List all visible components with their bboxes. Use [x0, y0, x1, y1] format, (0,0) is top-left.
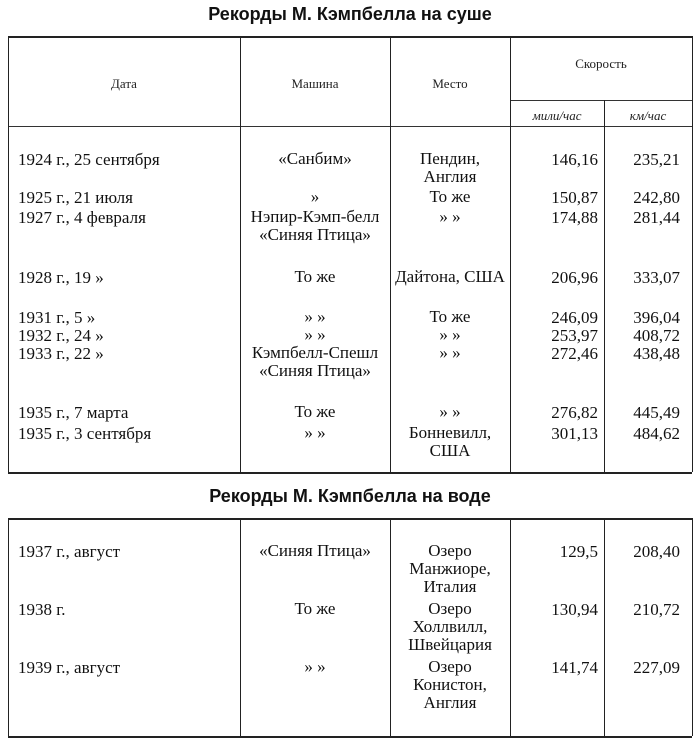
speed-subheader-rule: [510, 100, 692, 101]
row-date: 1935 г., 7 марта: [18, 403, 129, 422]
row-kmh: 208,40: [633, 542, 680, 561]
section-divider: [8, 472, 692, 474]
row-kmh: 242,80: [633, 188, 680, 207]
row-mph: 206,96: [551, 268, 598, 287]
water-records-title: Рекорды М. Кэмпбелла на воде: [209, 486, 491, 506]
row-car: То же: [294, 267, 336, 286]
row-date: 1927 г., 4 февраля: [18, 208, 146, 227]
header-speed: Скорость: [575, 56, 627, 71]
row-mph: 272,46: [551, 344, 598, 363]
row-mph: 301,13: [551, 424, 598, 443]
row-date: 1935 г., 3 сентября: [18, 424, 152, 443]
row-date: 1937 г., август: [18, 542, 121, 561]
row-kmh: 333,07: [633, 268, 680, 287]
row-kmh: 227,09: [633, 658, 680, 677]
row-car: Нэпир-Кэмп-белл «Синяя Птица»: [250, 207, 380, 244]
header-car: Машина: [291, 76, 339, 91]
row-place: » »: [439, 207, 461, 226]
row-date: 1938 г.: [18, 600, 66, 619]
header-kmh: км/час: [629, 108, 667, 123]
water-table-top-border: [8, 518, 692, 520]
row-place: » »: [439, 343, 461, 362]
row-place: » »: [439, 325, 461, 344]
row-car: То же: [294, 402, 336, 421]
row-car: » »: [304, 423, 326, 442]
row-place: Озеро Холлвилл, Швейцария: [408, 599, 492, 654]
row-kmh: 484,62: [633, 424, 680, 443]
row-car: »: [310, 187, 320, 206]
row-kmh: 408,72: [633, 326, 680, 345]
row-place: Бонневилл, США: [408, 423, 492, 460]
row-place: Озеро Манжиоре, Италия: [409, 541, 491, 596]
row-kmh: 235,21: [633, 150, 680, 169]
water-col-divider-4: [604, 518, 605, 736]
row-mph: 253,97: [551, 326, 598, 345]
col-divider-2: [390, 36, 391, 472]
table-left-border: [8, 36, 9, 472]
header-mph: мили/час: [532, 108, 582, 123]
row-car: Кэмпбелл-Спешл «Синяя Птица»: [251, 343, 379, 380]
row-mph: 141,74: [551, 658, 598, 677]
row-date: 1939 г., август: [18, 658, 121, 677]
row-kmh: 438,48: [633, 344, 680, 363]
row-place: Пендин, Англия: [419, 149, 480, 186]
row-mph: 129,5: [559, 542, 598, 561]
row-car: » »: [304, 657, 326, 676]
row-place: То же: [429, 307, 471, 326]
row-place: То же: [429, 187, 471, 206]
row-date: 1924 г., 25 сентября: [18, 150, 160, 169]
row-kmh: 210,72: [633, 600, 680, 619]
row-mph: 276,82: [551, 403, 598, 422]
row-place: » »: [439, 402, 461, 421]
water-left-border: [8, 518, 9, 736]
row-car: То же: [294, 599, 336, 618]
row-place: Озеро Конистон, Англия: [413, 657, 487, 712]
table-right-border: [692, 36, 693, 472]
row-date: 1931 г., 5 »: [18, 308, 96, 327]
row-car: «Санбим»: [278, 149, 352, 168]
row-car: » »: [304, 325, 326, 344]
row-date: 1933 г., 22 »: [18, 344, 104, 363]
row-kmh: 445,49: [633, 403, 680, 422]
water-table-bottom-border: [8, 736, 692, 738]
row-mph: 174,88: [551, 208, 598, 227]
row-date: 1932 г., 24 »: [18, 326, 104, 345]
row-mph: 130,94: [551, 600, 598, 619]
row-car: «Синяя Птица»: [259, 541, 371, 560]
row-place: Дайтона, США: [395, 267, 505, 286]
row-kmh: 281,44: [633, 208, 680, 227]
water-col-divider-2: [390, 518, 391, 736]
row-mph: 150,87: [551, 188, 598, 207]
water-right-border: [692, 518, 693, 736]
row-kmh: 396,04: [633, 308, 680, 327]
header-date: Дата: [111, 76, 137, 91]
land-records-title: Рекорды М. Кэмпбелла на суше: [208, 4, 492, 24]
row-mph: 146,16: [551, 150, 598, 169]
header-place: Место: [432, 76, 468, 91]
row-car: » »: [304, 307, 326, 326]
row-mph: 246,09: [551, 308, 598, 327]
row-date: 1928 г., 19 »: [18, 268, 104, 287]
row-date: 1925 г., 21 июля: [18, 188, 133, 207]
header-bottom-rule: [8, 126, 692, 127]
col-divider-4: [604, 100, 605, 472]
table-top-border: [8, 36, 692, 38]
